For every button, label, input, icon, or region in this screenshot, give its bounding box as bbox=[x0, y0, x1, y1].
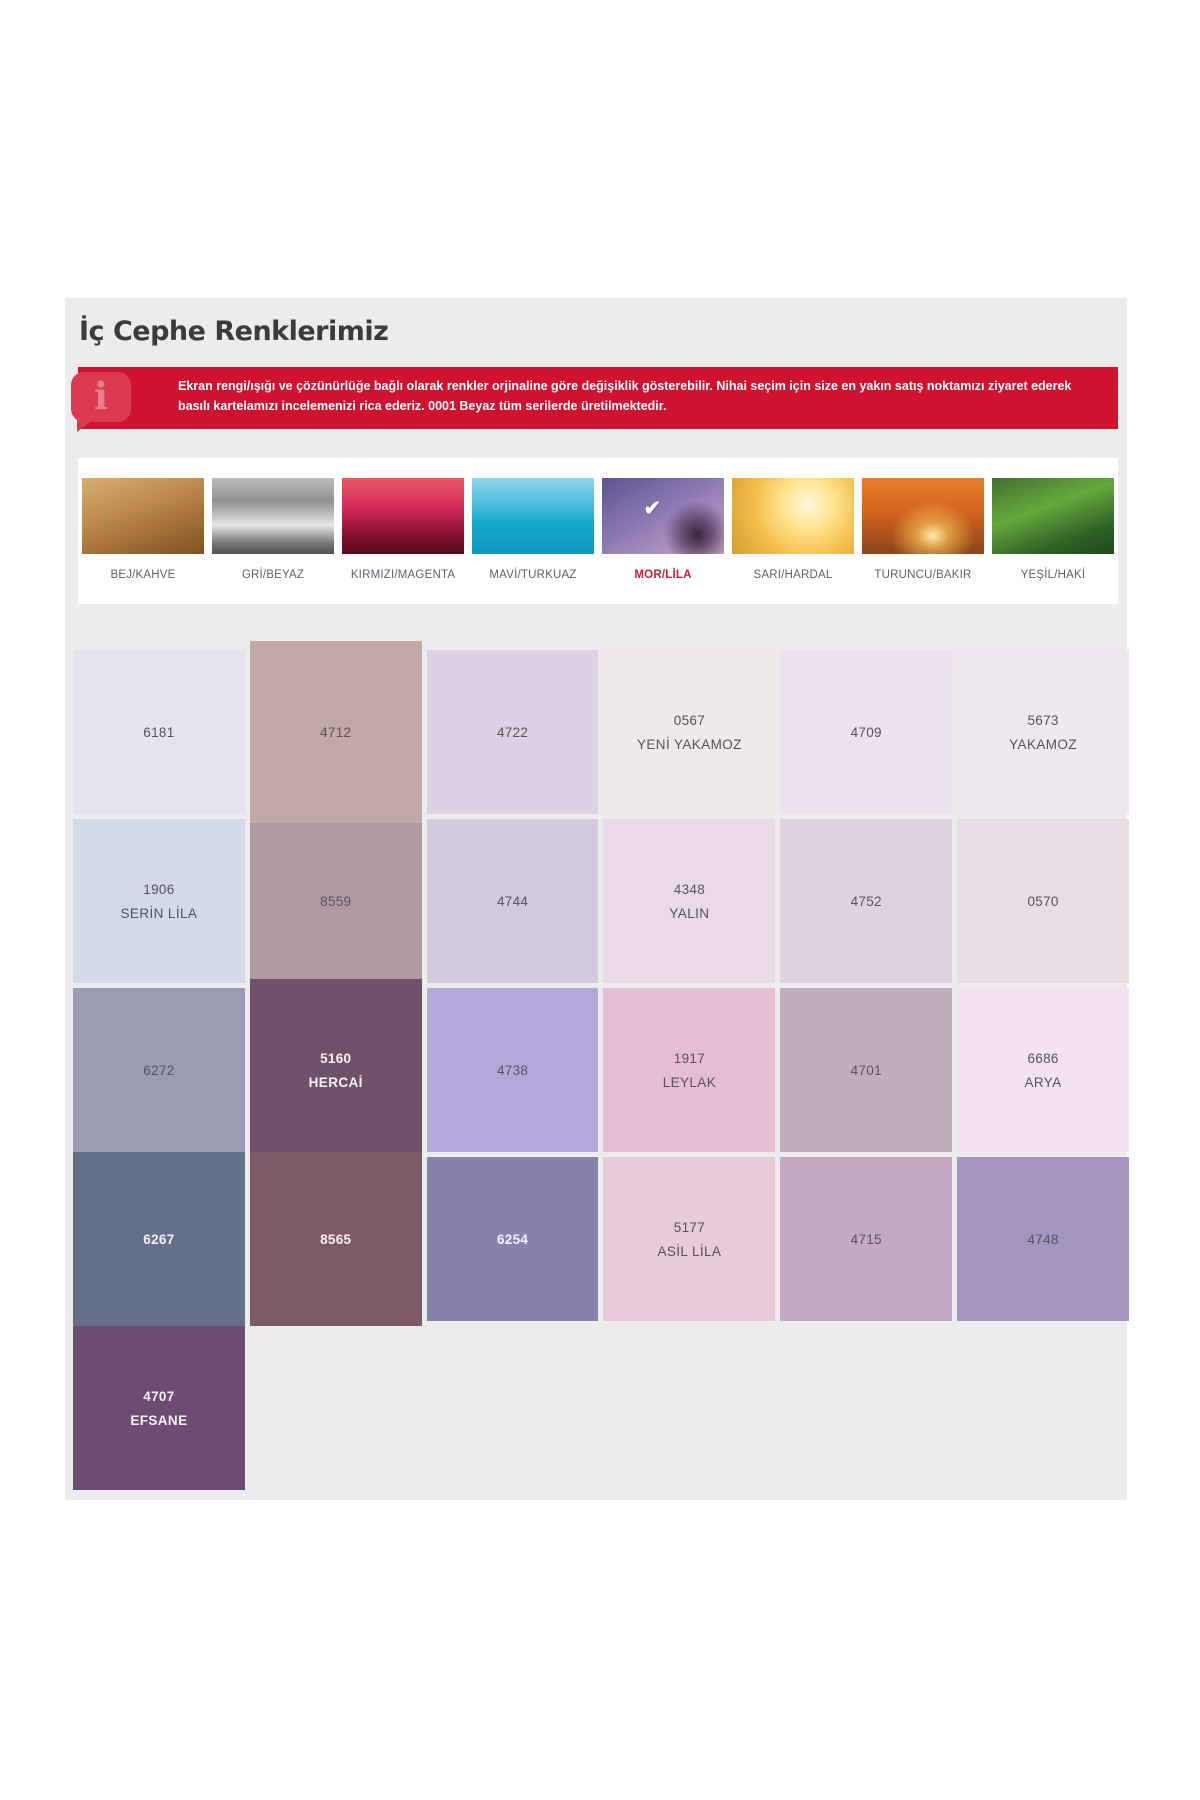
category-tab-yes-i-l-haki[interactable] bbox=[988, 478, 1118, 604]
category-tab-strip bbox=[78, 458, 1118, 604]
color-swatch-4712[interactable] bbox=[250, 641, 422, 823]
kirmizi-magenta-thumbnail-photo bbox=[342, 478, 464, 554]
color-swatch-grid bbox=[73, 650, 1129, 1490]
swatch-code: 1917 bbox=[673, 1050, 706, 1066]
swatch-name: YENİ YAKAMOZ bbox=[636, 736, 742, 752]
swatch-code: 1906 bbox=[143, 881, 175, 897]
swatch-name: SERİN LİLA bbox=[120, 905, 198, 921]
category-tab-mavi-turkuaz[interactable] bbox=[468, 478, 598, 604]
color-swatch-1906[interactable] bbox=[73, 819, 245, 983]
category-tab-label: TURUNCU/BAKIR bbox=[874, 569, 972, 581]
category-tab-sari-hardal[interactable] bbox=[728, 478, 858, 604]
swatch-code: 4348 bbox=[673, 881, 706, 897]
color-swatch-4744[interactable] bbox=[427, 819, 599, 983]
color-swatch-6254[interactable] bbox=[427, 1157, 599, 1321]
category-tab-turuncu-bakir[interactable] bbox=[858, 478, 988, 604]
swatch-name: YALIN bbox=[669, 905, 710, 921]
info-icon: i bbox=[93, 373, 109, 418]
swatch-code: 4715 bbox=[850, 1231, 882, 1247]
swatch-code: 0567 bbox=[673, 712, 706, 728]
color-swatch-0570[interactable] bbox=[957, 819, 1129, 983]
swatch-code: 4722 bbox=[496, 724, 529, 740]
color-swatch-1917[interactable] bbox=[603, 988, 775, 1152]
color-swatch-4715[interactable] bbox=[780, 1157, 952, 1321]
swatch-code: 4712 bbox=[320, 724, 352, 740]
category-tab-gri-beyaz[interactable] bbox=[208, 478, 338, 604]
mavi-turkuaz-thumbnail-photo bbox=[472, 478, 594, 554]
category-tab-label: YEŞİL/HAKİ bbox=[1020, 569, 1086, 581]
swatch-code: 5673 bbox=[1027, 712, 1059, 728]
color-swatch-6272[interactable] bbox=[73, 988, 245, 1152]
swatch-name: LEYLAK bbox=[662, 1074, 717, 1090]
color-swatch-4748[interactable] bbox=[957, 1157, 1129, 1321]
swatch-code: 5177 bbox=[673, 1219, 706, 1235]
color-swatch-4709[interactable] bbox=[780, 650, 952, 814]
color-swatch-4722[interactable] bbox=[427, 650, 599, 814]
page-title: İç Cephe Renklerimiz bbox=[79, 316, 389, 348]
swatch-name: YAKAMOZ bbox=[1009, 736, 1077, 752]
mor-li-la-thumbnail-photo bbox=[602, 478, 724, 554]
color-swatch-5160[interactable] bbox=[250, 979, 422, 1161]
color-swatch-8559[interactable] bbox=[250, 819, 422, 983]
swatch-code: 4748 bbox=[1027, 1231, 1059, 1247]
swatch-code: 4709 bbox=[850, 724, 882, 740]
swatch-code: 4738 bbox=[496, 1062, 529, 1078]
swatch-name: ASİL LİLA bbox=[657, 1243, 722, 1259]
category-tab-label: MAVİ/TURKUAZ bbox=[489, 569, 577, 581]
color-swatch-0567[interactable] bbox=[603, 650, 775, 814]
swatch-code: 4752 bbox=[850, 893, 882, 909]
swatch-code: 6267 bbox=[143, 1231, 175, 1247]
color-swatch-5673[interactable] bbox=[957, 650, 1129, 814]
color-swatch-4707[interactable] bbox=[73, 1326, 245, 1490]
yes-i-l-haki-thumbnail-photo bbox=[992, 478, 1114, 554]
swatch-code: 8565 bbox=[320, 1231, 352, 1247]
info-speech-bubble-icon bbox=[71, 372, 131, 422]
bej-kahve-thumbnail-photo bbox=[82, 478, 204, 554]
color-swatch-4701[interactable] bbox=[780, 988, 952, 1152]
category-tab-kirmizi-magenta[interactable] bbox=[338, 478, 468, 604]
swatch-code: 5160 bbox=[320, 1050, 352, 1066]
category-tab-label: SARI/HARDAL bbox=[753, 569, 833, 581]
category-tab-label: BEJ/KAHVE bbox=[110, 569, 176, 581]
swatch-code: 4707 bbox=[143, 1388, 175, 1404]
color-swatch-5177[interactable] bbox=[603, 1157, 775, 1321]
color-swatch-6181[interactable] bbox=[73, 650, 245, 814]
info-banner bbox=[78, 367, 1118, 429]
turuncu-bakir-thumbnail-photo bbox=[862, 478, 984, 554]
category-tab-bej-kahve[interactable] bbox=[78, 478, 208, 604]
swatch-code: 6254 bbox=[496, 1231, 529, 1247]
category-tab-label: GRİ/BEYAZ bbox=[241, 569, 305, 581]
swatch-code: 0570 bbox=[1027, 893, 1059, 909]
swatch-code: 4701 bbox=[850, 1062, 882, 1078]
color-swatch-4348[interactable] bbox=[603, 819, 775, 983]
swatch-code: 8559 bbox=[320, 893, 352, 909]
swatch-name: ARYA bbox=[1024, 1074, 1062, 1090]
color-swatch-4752[interactable] bbox=[780, 819, 952, 983]
sari-hardal-thumbnail-photo bbox=[732, 478, 854, 554]
swatch-name: HERCAİ bbox=[308, 1074, 363, 1090]
swatch-name: EFSANE bbox=[130, 1412, 188, 1428]
color-swatch-6267[interactable] bbox=[73, 1152, 245, 1326]
info-banner-text: Ekran rengi/ışığı ve çözünürlüğe bağlı olarak renkler orjinaline göre değişiklik gösterebilir. Nihai seçim için size en yakın satış noktamızı ziyaret ederek basılı kartelamızı incelemenizi rica ederiz. 0001 Beyaz tüm serilerde üretilmektedir. bbox=[178, 379, 1072, 413]
category-tab-mor-li-la[interactable] bbox=[598, 478, 728, 604]
swatch-code: 6272 bbox=[143, 1062, 175, 1078]
category-tab-label: MOR/LİLA bbox=[634, 569, 692, 581]
swatch-code: 6686 bbox=[1027, 1050, 1059, 1066]
color-catalog-panel bbox=[65, 298, 1127, 1500]
swatch-code: 6181 bbox=[143, 724, 175, 740]
color-swatch-4738[interactable] bbox=[427, 988, 599, 1152]
swatch-code: 4744 bbox=[496, 893, 529, 909]
color-swatch-8565[interactable] bbox=[250, 1152, 422, 1326]
category-tab-label: KIRMIZI/MAGENTA bbox=[350, 569, 456, 581]
gri-beyaz-thumbnail-photo bbox=[212, 478, 334, 554]
color-swatch-6686[interactable] bbox=[957, 988, 1129, 1152]
selected-check-icon: ✔ bbox=[643, 496, 662, 520]
